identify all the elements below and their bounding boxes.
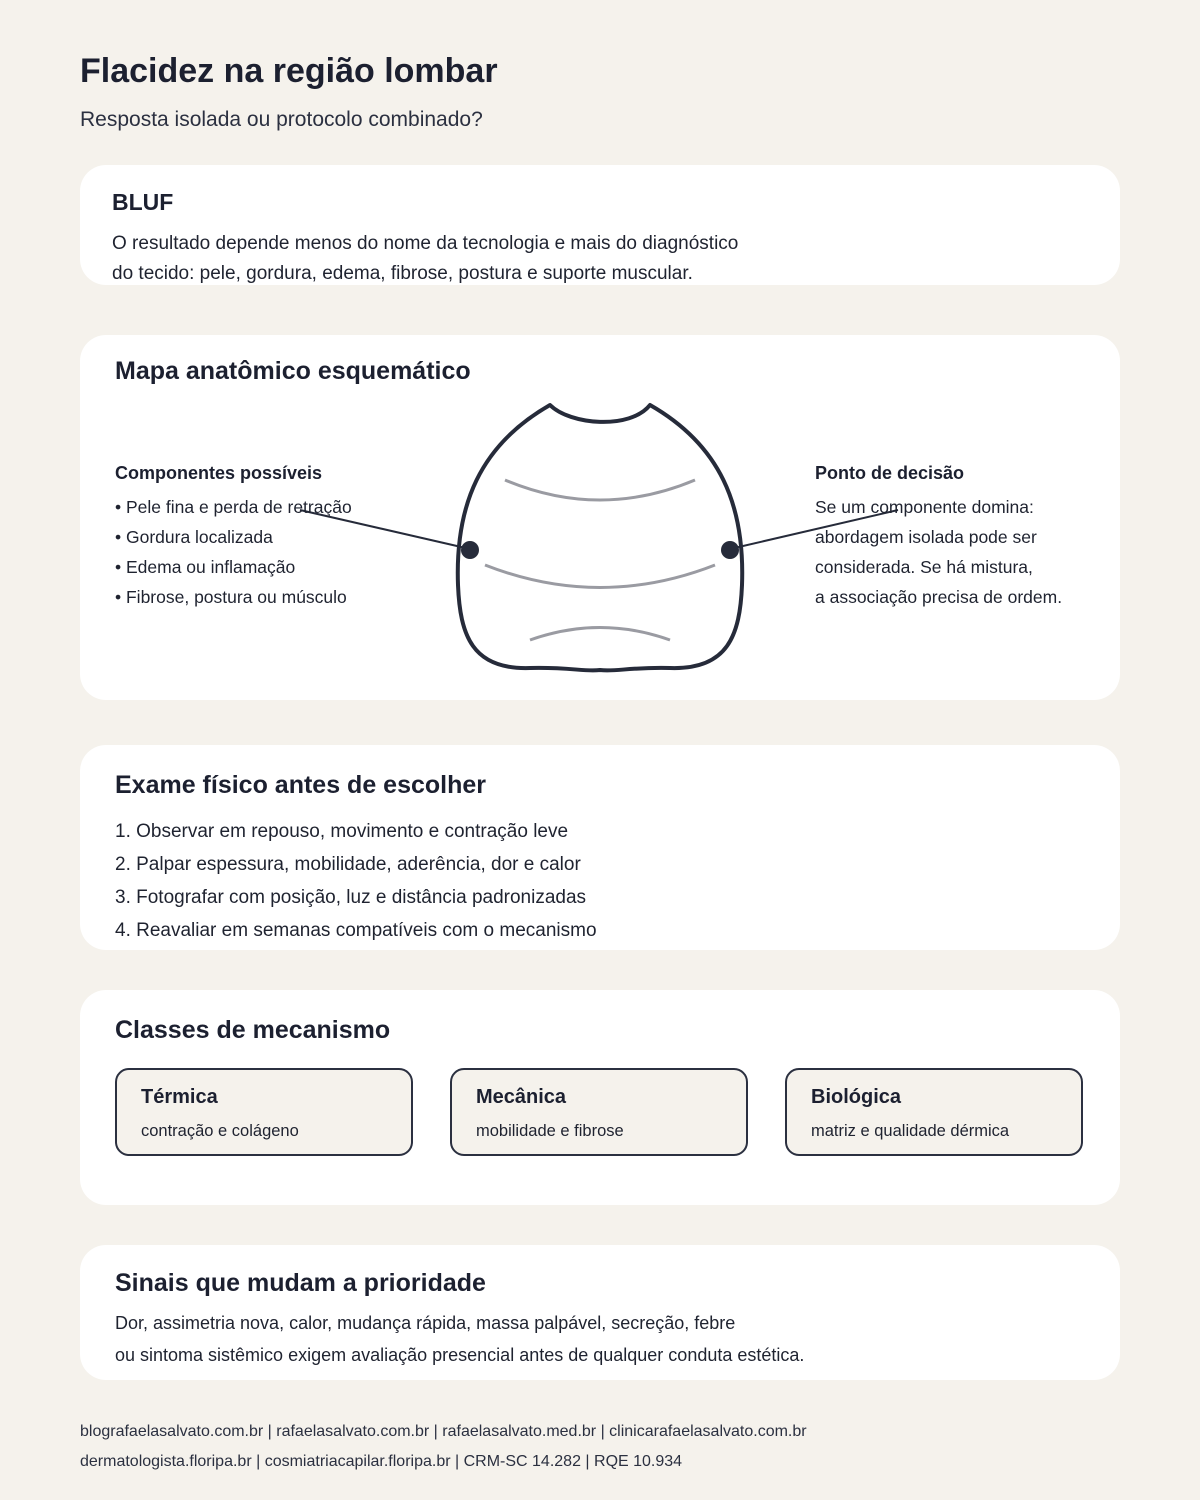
footer-links-line: blografaelasalvato.com.br | rafaelasalvato.com.br | rafaelasalvato.med.br | clinicarafaelasalvato.com.br <box>80 1423 807 1440</box>
footer-credentials-line: dermatologista.floripa.br | cosmiatriacapilar.floripa.br | CRM-SC 14.282 | RQE 10.934 <box>80 1453 683 1470</box>
priority-signals-card <box>80 1245 1120 1380</box>
page-title: Flacidez na região lombar <box>80 52 498 90</box>
bluf-card <box>80 165 1120 285</box>
bluf-text <box>112 229 812 289</box>
mechanism-title: Biológica <box>811 1086 902 1108</box>
classes-title: Classes de mecanismo <box>115 1016 391 1044</box>
exam-step: 2. Palpar espessura, mobilidade, aderência, dor e calor <box>115 854 581 875</box>
list-item: • Fibrose, postura ou músculo <box>115 587 347 607</box>
contour-line-lower <box>530 628 670 641</box>
decision-line: abordagem isolada pode ser <box>815 527 1037 547</box>
decision-text <box>815 492 1062 612</box>
left-marker-dot <box>461 541 479 559</box>
mechanism-classes-card <box>80 990 1120 1205</box>
mechanism-mechanical-box <box>450 1068 748 1156</box>
right-marker-dot <box>721 541 739 559</box>
map-title: Mapa anatômico esquemático <box>115 357 471 385</box>
decision-line: considerada. Se há mistura, <box>815 557 1033 577</box>
components-title: Componentes possíveis <box>115 463 323 483</box>
list-item: • Gordura localizada <box>115 527 273 547</box>
decision-line: a associação precisa de ordem. <box>815 587 1063 607</box>
exam-steps <box>115 815 597 947</box>
signals-line: Dor, assimetria nova, calor, mudança rápida, massa palpável, secreção, febre <box>115 1313 736 1333</box>
decision-line: Se um componente domina: <box>815 497 1034 517</box>
page-subtitle: Resposta isolada ou protocolo combinado? <box>80 108 483 131</box>
mechanism-thermal-box <box>115 1068 413 1156</box>
mechanism-desc: matriz e qualidade dérmica <box>811 1122 1010 1140</box>
physical-exam-card <box>80 745 1120 950</box>
bluf-title: BLUF <box>112 189 174 215</box>
contour-line-middle <box>485 565 715 588</box>
contour-line-upper <box>505 480 695 500</box>
list-item: • Pele fina e perda de retração <box>115 497 352 517</box>
exam-step: 3. Fotografar com posição, luz e distância padronizadas <box>115 887 587 908</box>
exam-step: 1. Observar em repouso, movimento e contração leve <box>115 821 569 842</box>
mechanism-title: Térmica <box>141 1086 218 1108</box>
footer <box>80 1417 807 1477</box>
bluf-line: O resultado depende menos do nome da tecnologia e mais do diagnóstico <box>112 233 739 254</box>
torso-outline <box>458 405 742 670</box>
signals-line: ou sintoma sistêmico exigem avaliação presencial antes de qualquer conduta estética. <box>115 1345 805 1365</box>
list-item: • Edema ou inflamação <box>115 557 296 577</box>
signals-title: Sinais que mudam a prioridade <box>115 1269 486 1297</box>
components-list <box>115 492 352 612</box>
mechanism-desc: mobilidade e fibrose <box>476 1122 624 1140</box>
bluf-line: do tecido: pele, gordura, edema, fibrose, postura e suporte muscular. <box>112 263 693 284</box>
exam-step: 4. Reavaliar em semanas compatíveis com o mecanismo <box>115 920 597 941</box>
decision-title: Ponto de decisão <box>815 463 965 483</box>
signals-text <box>115 1307 804 1371</box>
anatomic-map-card <box>80 335 1120 700</box>
mechanism-biological-box <box>785 1068 1083 1156</box>
mechanism-desc: contração e colágeno <box>141 1122 299 1140</box>
mechanism-title: Mecânica <box>476 1086 567 1108</box>
exam-title: Exame físico antes de escolher <box>115 771 487 799</box>
